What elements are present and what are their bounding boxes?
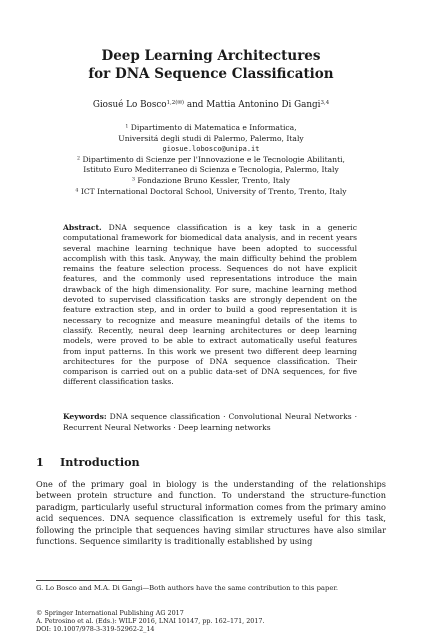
affiliation-list xyxy=(40,123,382,197)
author-1-name: Giosué Lo Bosco xyxy=(92,100,167,110)
footnote-divider xyxy=(36,580,132,581)
affiliation-2-text-1: Dipartimento di Scienze per l'Innovazione e le Tecnologie Abilitanti, xyxy=(82,154,345,164)
section-heading xyxy=(36,455,386,469)
keywords-label: Keywords: xyxy=(63,412,107,421)
copyright-block xyxy=(36,609,386,634)
introduction-paragraph: One of the primary goal in biology is the understanding of the relationships between protein structure and function. To understand the structure-function paradigm, particularly useful structural information comes from the primary amino acid sequences. DNA sequence classification is extremely useful for this task, following the principle that sequences having similar structures have also similar functions. Sequence similarity is traditionally established by using xyxy=(36,479,386,547)
affiliation-2-line-1 xyxy=(40,155,382,166)
section-number: 1 xyxy=(36,455,44,469)
author-1-affiliation-marks: 1,2(✉) xyxy=(166,100,185,106)
corresponding-email: giosue.lobosco@unipa.it xyxy=(162,145,260,154)
author-list xyxy=(40,99,382,111)
keywords-text: DNA sequence classification · Convolutional Neural Networks · Recurrent Neural Networks · Deep learning networks xyxy=(63,412,357,432)
footnote xyxy=(36,584,386,593)
affiliation-3-text: Fondazione Bruno Kessler, Trento, Italy xyxy=(137,175,291,185)
section-title: Introduction xyxy=(60,455,140,469)
affiliation-4-line xyxy=(40,187,382,198)
title-line-2: for DNA Sequence Classification xyxy=(88,66,334,82)
affiliation-1-line-1 xyxy=(40,123,382,134)
copyright-line: © Springer International Publishing AG 2017 xyxy=(36,609,184,617)
keywords-block xyxy=(63,412,357,433)
affiliation-2-line-2: Istituto Euro Mediterraneo di Scienza e Tecnologia, Palermo, Italy xyxy=(83,165,339,175)
affiliation-3-number: 3 xyxy=(131,177,135,183)
affiliation-1-number: 1 xyxy=(125,124,129,130)
affiliation-3-line xyxy=(40,176,382,187)
affiliation-4-text: ICT International Doctoral School, University of Trento, Trento, Italy xyxy=(80,186,347,196)
abstract-text: DNA sequence classification is a key task in a generic computational framework for biomedical data analysis, and in recent years several machine learning technique have been adopted to successful accomplish with this task. Anyway, the main difficulty behind the problem remains the feature selection process. Sequences do not have explicit features, and the commonly used representations introduce the main drawback of the high dimensionality. For sure, machine learning method devoted to supervised classification tasks are strongly dependent on the feature extraction step, and in order to build a good representation it is necessary to recognize and measure meaningful details of the items to classify. Recently, neural deep learning architectures or deep learning models, were proved to be able to extract automatically useful features from input patterns. In this work we present two different deep learning architectures for the purpose of DNA sequence classification. Their comparison is carried out on a public data-set of DNA sequences, for five different classification tasks. xyxy=(63,223,357,387)
doi-line: DOI: 10.1007/978-3-319-52962-2_14 xyxy=(36,625,155,634)
affiliation-1-text-1: Dipartimento di Matematica e Informatica, xyxy=(130,123,297,132)
abstract-block xyxy=(63,223,357,388)
paper-title xyxy=(40,47,382,83)
footnote-text: G. Lo Bosco and M.A. Di Gangi—Both authors have the same contribution to this paper. xyxy=(36,584,339,592)
citation-line: A. Petrosino et al. (Eds.): WILF 2016, LNAI 10147, pp. 162–171, 2017. xyxy=(36,617,265,626)
author-2-name: Mattia Antonino Di Gangi xyxy=(206,100,321,110)
affiliation-1-line-2: Universitá degli studi di Palermo, Palermo, Italy xyxy=(118,133,304,143)
title-line-1: Deep Learning Architectures xyxy=(101,48,321,64)
affiliation-2-number: 2 xyxy=(77,156,81,162)
author-connector: and xyxy=(186,100,204,110)
author-2-affiliation-marks: 3,4 xyxy=(320,100,330,106)
affiliation-4-number: 4 xyxy=(75,187,79,193)
abstract-label: Abstract. xyxy=(63,223,102,232)
